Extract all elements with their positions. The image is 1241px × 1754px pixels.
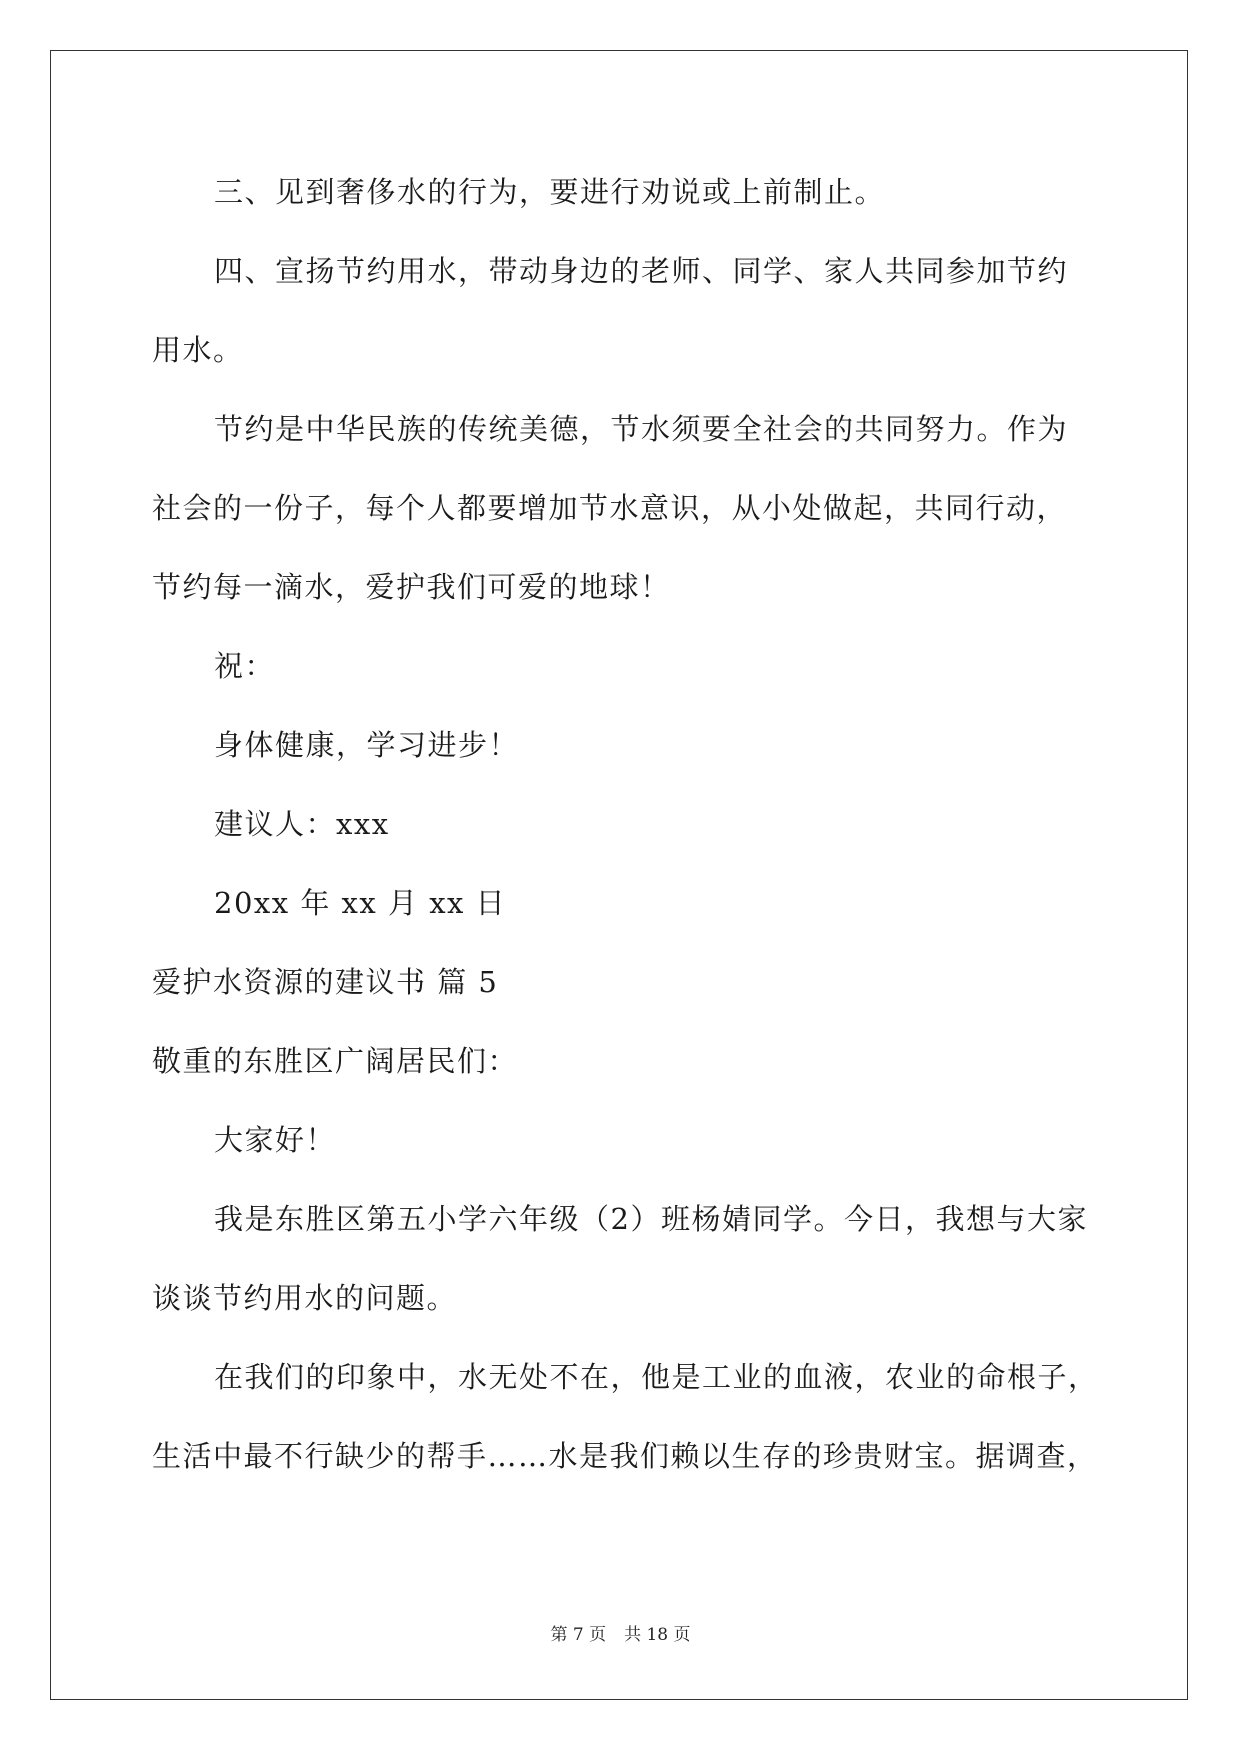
paragraph-line: 节约是中华民族的传统美德，节水须要全社会的共同努力。作为 xyxy=(214,412,1069,446)
salutation-line: 身体健康，学习进步！ xyxy=(214,728,520,762)
page-number: 第 7 页 xyxy=(550,1625,607,1645)
paragraph-line: 我是东胜区第五小学六年级（2）班杨婧同学。今日，我想与大家 xyxy=(214,1202,1088,1236)
page-footer xyxy=(0,1620,1241,1645)
section-heading: 爱护水资源的建议书 篇 5 xyxy=(152,965,499,999)
greeting-line: 大家好！ xyxy=(214,1123,337,1157)
page-total: 共 18 页 xyxy=(624,1625,691,1645)
paragraph-line: 生活中最不行缺少的帮手……水是我们赖以生存的珍贵财宝。据调查， xyxy=(152,1439,1098,1473)
date-line: 20xx 年 xx 月 xx 日 xyxy=(214,886,507,920)
paragraph-line: 谈谈节约用水的问题。 xyxy=(152,1281,458,1315)
salutation-line: 祝： xyxy=(214,649,276,683)
paragraph-line: 三、见到奢侈水的行为，要进行劝说或上前制止。 xyxy=(214,175,886,209)
paragraph-line: 用水。 xyxy=(152,333,244,367)
paragraph-line: 四、宣扬节约用水，带动身边的老师、同学、家人共同参加节约 xyxy=(214,254,1069,288)
paragraph-line: 节约每一滴水，爱护我们可爱的地球！ xyxy=(152,570,671,604)
paragraph-line: 在我们的印象中，水无处不在，他是工业的血液，农业的命根子， xyxy=(214,1360,1099,1394)
signature-line: 建议人：xxx xyxy=(214,807,390,841)
paragraph-line: 社会的一份子，每个人都要增加节水意识，从小处做起，共同行动， xyxy=(152,491,1068,525)
greeting-line: 敬重的东胜区广阔居民们： xyxy=(152,1044,519,1078)
